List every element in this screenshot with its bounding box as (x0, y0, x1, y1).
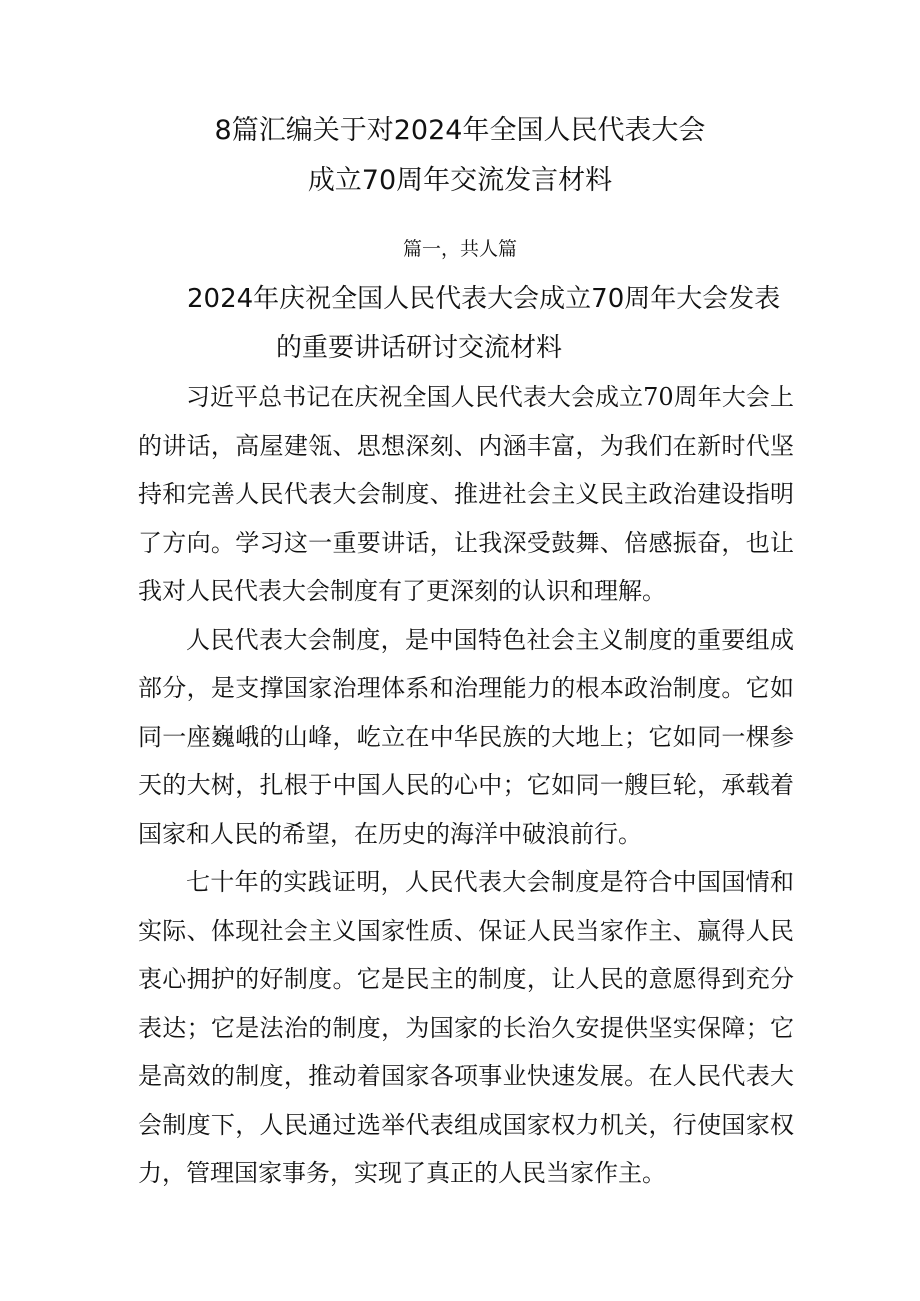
article-body (138, 373, 794, 1198)
document-title-line-1: 8篇汇编关于对2024年全国人民代表大会 (214, 115, 706, 146)
body-paragraph: 习近平总书记在庆祝全国人民代表大会成立70周年大会上的讲话，高屋建瓴、思想深刻、内涵丰富，为我们在新时代坚持和完善人民代表大会制度、推进社会主义民主政治建设指明了方向。学习这一重要讲话，让我深受鼓舞、倍感振奋，也让我对人民代表大会制度有了更深刻的认识和理解。 (138, 383, 794, 605)
document-title-line-2: 成立70周年交流发言材料 (307, 165, 613, 196)
article-subtitle-line-1: 2024年庆祝全国人民代表大会成立70周年大会发表 (187, 284, 781, 314)
body-paragraph: 七十年的实践证明，人民代表大会制度是符合中国国情和实际、体现社会主义国家性质、保证人民当家作主、赢得人民衷心拥护的好制度。它是民主的制度，让人民的意愿得到充分表达；它是法治的制度，为国家的长治久安提供坚实保障；它是高效的制度，推动着国家各项事业快速发展。在人民代表大会制度下，人民通过选举代表组成国家权力机关，行使国家权力，管理国家事务，实现了真正的人民当家作主。 (138, 868, 794, 1187)
article-subtitle-line-2: 的重要讲话研讨交流材料 (276, 333, 563, 363)
section-label: 篇一，共人篇 (402, 238, 517, 260)
body-paragraph: 人民代表大会制度，是中国特色社会主义制度的重要组成部分，是支撑国家治理体系和治理能力的根本政治制度。它如同一座巍峨的山峰，屹立在中华民族的大地上；它如同一棵参天的大树，扎根于中国人民的心中；它如同一艘巨轮，承载着国家和人民的希望，在历史的海洋中破浪前行。 (138, 625, 794, 848)
